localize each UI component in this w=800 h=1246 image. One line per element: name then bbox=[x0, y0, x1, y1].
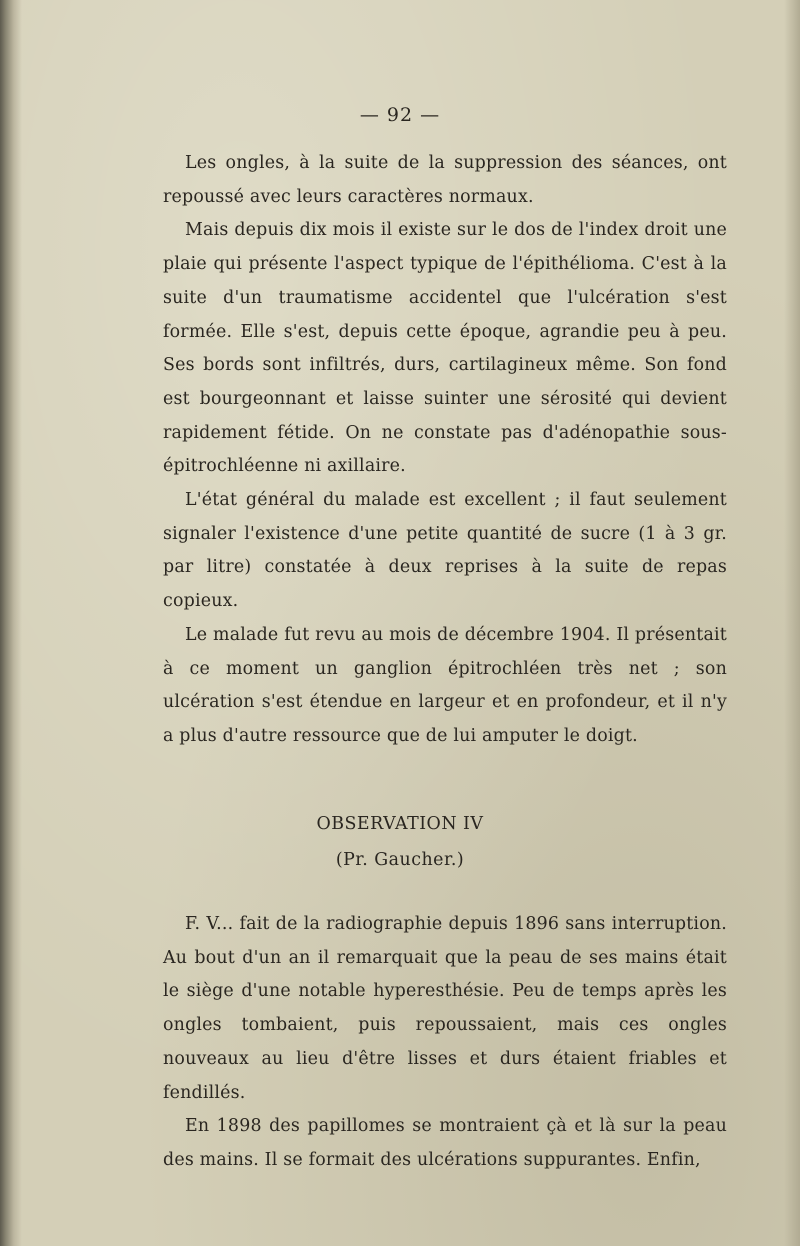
paragraph: En 1898 des papillomes se montraient çà et là sur la peau des mains. Il se formait des ulcérations suppurantes. Enfin, bbox=[163, 1116, 727, 1170]
paragraph: Mais depuis dix mois il existe sur le dos de l'index droit une plaie qui présente l'aspect typique de l'épithélioma. C'est à la suite d'un traumatisme accidentel que l'ulcération s'est formée. Elle s'est, depuis cette époque, agrandie peu à peu. Ses bords sont infiltrés, durs, cartilagineux même. Son fond est bourgeonnant et laisse suinter une sérosité qui devient rapidement fétide. On ne constate pas d'adénopathie sous-épitrochléenne ni axillaire. bbox=[163, 220, 727, 477]
paragraph: F. V... fait de la radiographie depuis 1896 sans interruption. Au bout d'un an il remarquait que la peau de ses mains était le siège d'une notable hyperesthésie. Peu de temps après les ongles tombaient, puis repoussaient, mais ces ongles nouveaux au lieu d'être lisses et durs étaient friables et fendillés. bbox=[163, 914, 727, 1103]
paragraph: Les ongles, à la suite de la suppression des séances, ont repoussé avec leurs caractères normaux. bbox=[163, 153, 727, 207]
page-number: — 92 — bbox=[359, 104, 441, 126]
page-binding-shadow bbox=[0, 0, 22, 1246]
text-block-bottom bbox=[163, 908, 727, 1178]
text-block-top bbox=[163, 147, 727, 754]
observation-heading: OBSERVATION IV bbox=[316, 814, 484, 834]
page-edge-shadow bbox=[784, 0, 800, 1246]
paragraph: L'état général du malade est excellent ; il faut seulement signaler l'existence d'une petite quantité de sucre (1 à 3 gr. par litre) constatée à deux reprises à la suite de repas copieux. bbox=[163, 490, 727, 612]
observation-author: (Pr. Gaucher.) bbox=[335, 850, 465, 870]
paragraph: Le malade fut revu au mois de décembre 1904. Il présentait à ce moment un ganglion épitrochléen très net ; son ulcération s'est étendue en largeur et en profondeur, et il n'y a plus d'autre ressource que de lui amputer le doigt. bbox=[163, 624, 727, 746]
